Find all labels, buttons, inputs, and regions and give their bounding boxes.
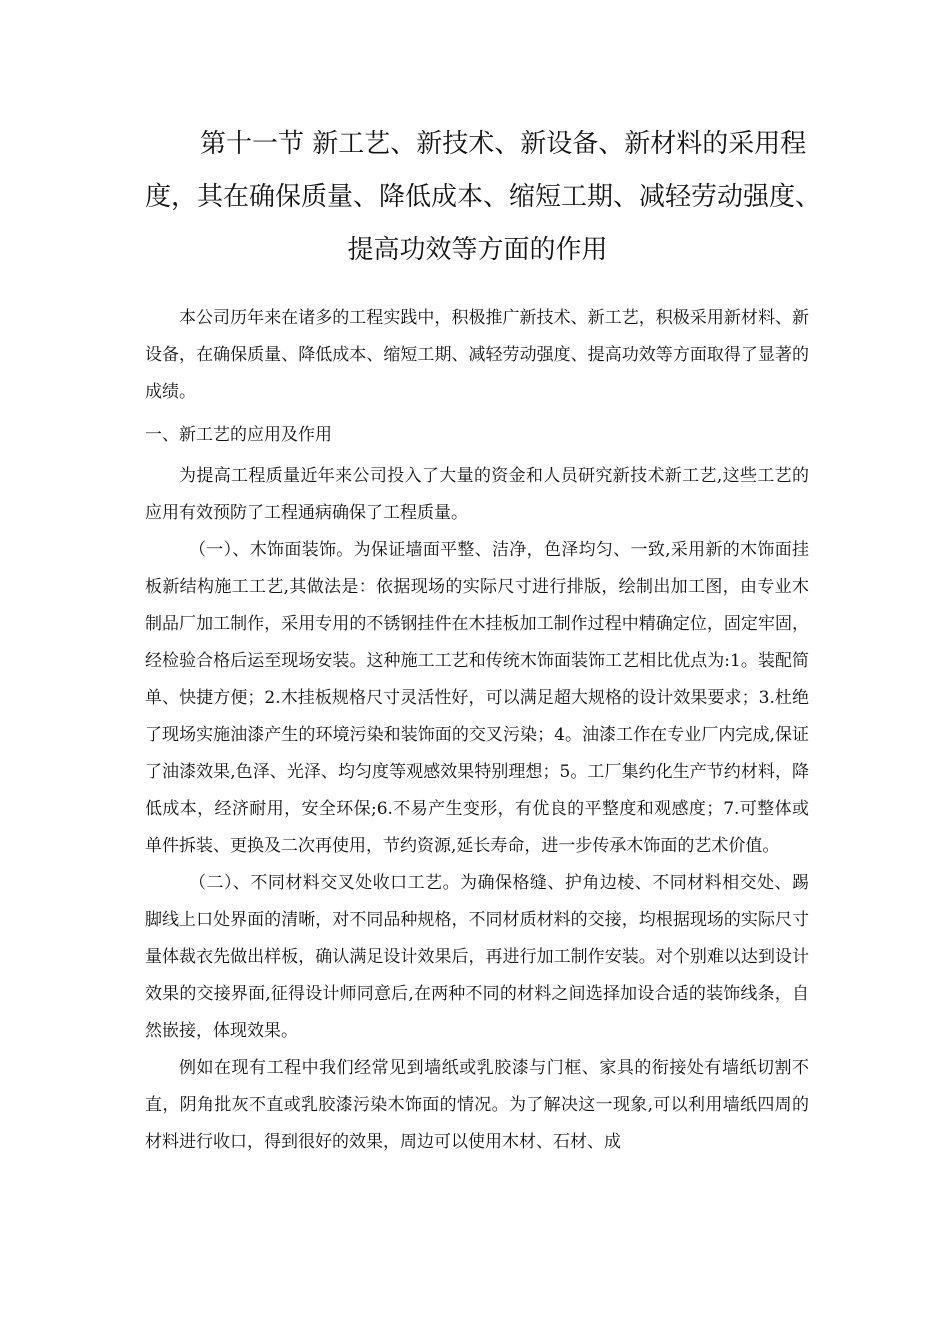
title-line-3: 提高功效等方面的作用 bbox=[347, 235, 608, 265]
intro-paragraph: 本公司历年来在诸多的工程实践中，积极推广新技术、新工艺，积极采用新材料、新设备，在确保质量、降低成本、缩短工期、减轻劳动强度、提高功效等方面取得了显著的成绩。 bbox=[145, 308, 809, 402]
title-line-1: 第十一节 新工艺、新技术、新设备、新材料的采用程 bbox=[200, 129, 807, 159]
material-junction-paragraph: （二）、不同材料交叉处收口工艺。为确保格缝、护角边棱、不同材料相交处、踢脚线上口处界面的清晰，对不同品种规格，不同材质材料的交接，均根据现场的实际尺寸量体裁衣先做出样板，确认满足设计效果后，再进行加工制作安装。对个别难以达到设计效果的交接界面,征得设计师同意后,在两种不同的材料之间选择加设合适的装饰线条，自然嵌接，体现效果。 bbox=[145, 873, 809, 1041]
document-title bbox=[145, 118, 822, 277]
wood-veneer-paragraph: （一）、木饰面装饰。为保证墙面平整、洁净，色泽均匀、一致,采用新的木饰面挂板新结构施工工艺,其做法是：依据现场的实际尺寸进行排版，绘制出加工图，由专业木制品厂加工制作，采用专用的不锈钢挂件在木挂板加工制作过程中精确定位，固定牢固，经检验合格后运至现场安装。这种施工工艺和传统木饰面装饰工艺相比优点为:1。装配简单、快捷方便；2.木挂板规格尺寸灵活性好，可以满足超大规格的设计效果要求；3.杜绝了现场实施油漆产生的环境污染和装饰面的交叉污染；4。油漆工作在专业厂内完成,保证了油漆效果,色泽、光泽、均匀度等观感效果特别理想；5。工厂集约化生产节约材料，降低成本，经济耐用，安全环保;6.不易产生变形，有优良的平整度和观感度；7.可整体或单件拆装、更换及二次再使用，节约资源,延长寿命，进一步传承木饰面的艺术价值。 bbox=[145, 540, 809, 856]
section-heading: 一、新工艺的应用及作用 bbox=[145, 425, 332, 445]
title-line-2: 度，其在确保质量、降低成本、缩短工期、减轻劳动强度、 bbox=[145, 182, 822, 212]
document-body bbox=[145, 300, 809, 1161]
example-paragraph: 例如在现有工程中我们经常见到墙纸或乳胶漆与门框、家具的衔接处有墙纸切割不直，阴角批灰不直或乳胶漆污染木饰面的情况。为了解决这一现象,可以利用墙纸四周的材料进行收口，得到很好的效果，周边可以使用木材、石材、成 bbox=[145, 1058, 809, 1152]
section-intro-paragraph: 为提高工程质量近年来公司投入了大量的资金和人员研究新技术新工艺,这些工艺的应用有效预防了工程通病确保了工程质量。 bbox=[145, 466, 809, 523]
